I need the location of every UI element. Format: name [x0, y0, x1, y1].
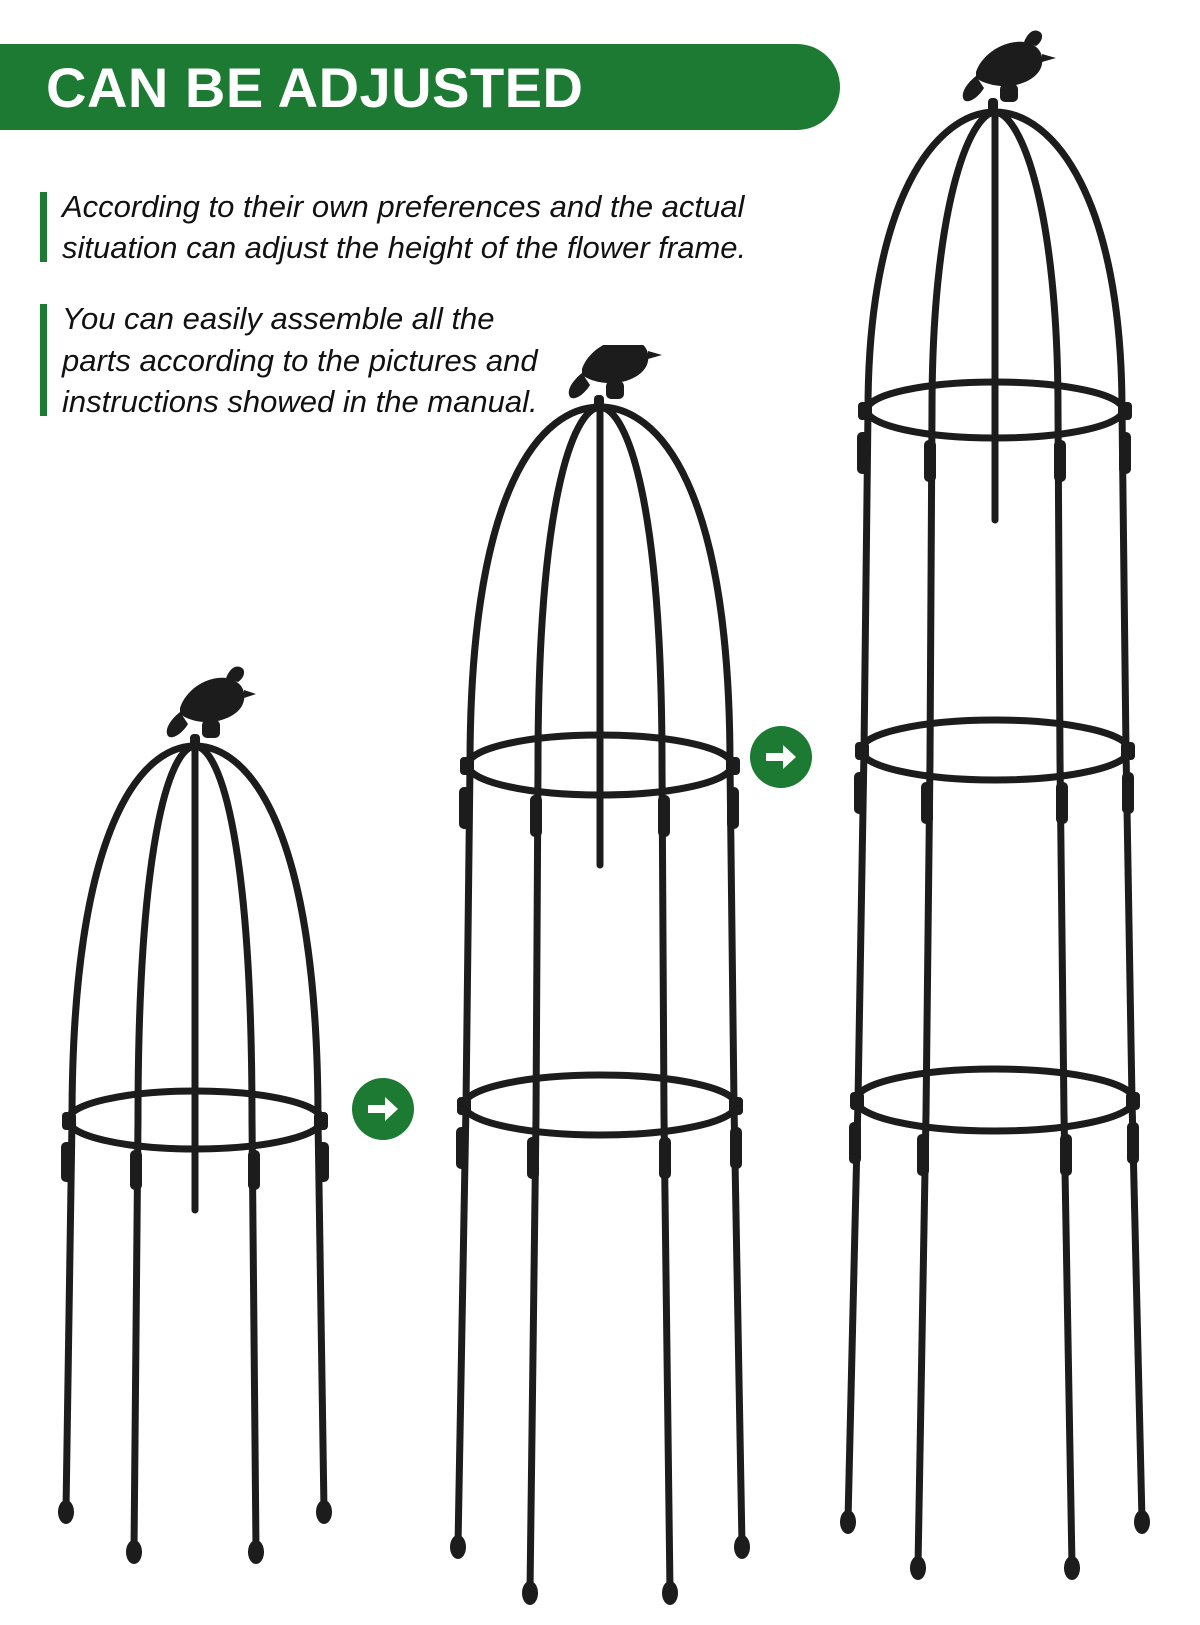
feature-text: According to their own preferences and the actual situation can adjust the height of the flower frame. — [62, 189, 747, 266]
page-title: CAN BE ADJUSTED — [46, 55, 584, 119]
bird-finial-icon — [569, 345, 662, 411]
bird-finial-icon — [963, 30, 1056, 116]
banner — [0, 44, 840, 130]
feature-text: You can easily assemble all the parts according to the pictures and instructions showed in the manual. — [62, 301, 538, 419]
obelisk-trellis-small — [30, 650, 360, 1590]
obelisk-trellis-large — [820, 20, 1170, 1600]
obelisk-trellis-medium — [430, 345, 770, 1625]
bird-finial-icon — [167, 666, 256, 750]
feature-item-preferences — [40, 186, 840, 268]
arrow-right-icon — [352, 1078, 414, 1140]
